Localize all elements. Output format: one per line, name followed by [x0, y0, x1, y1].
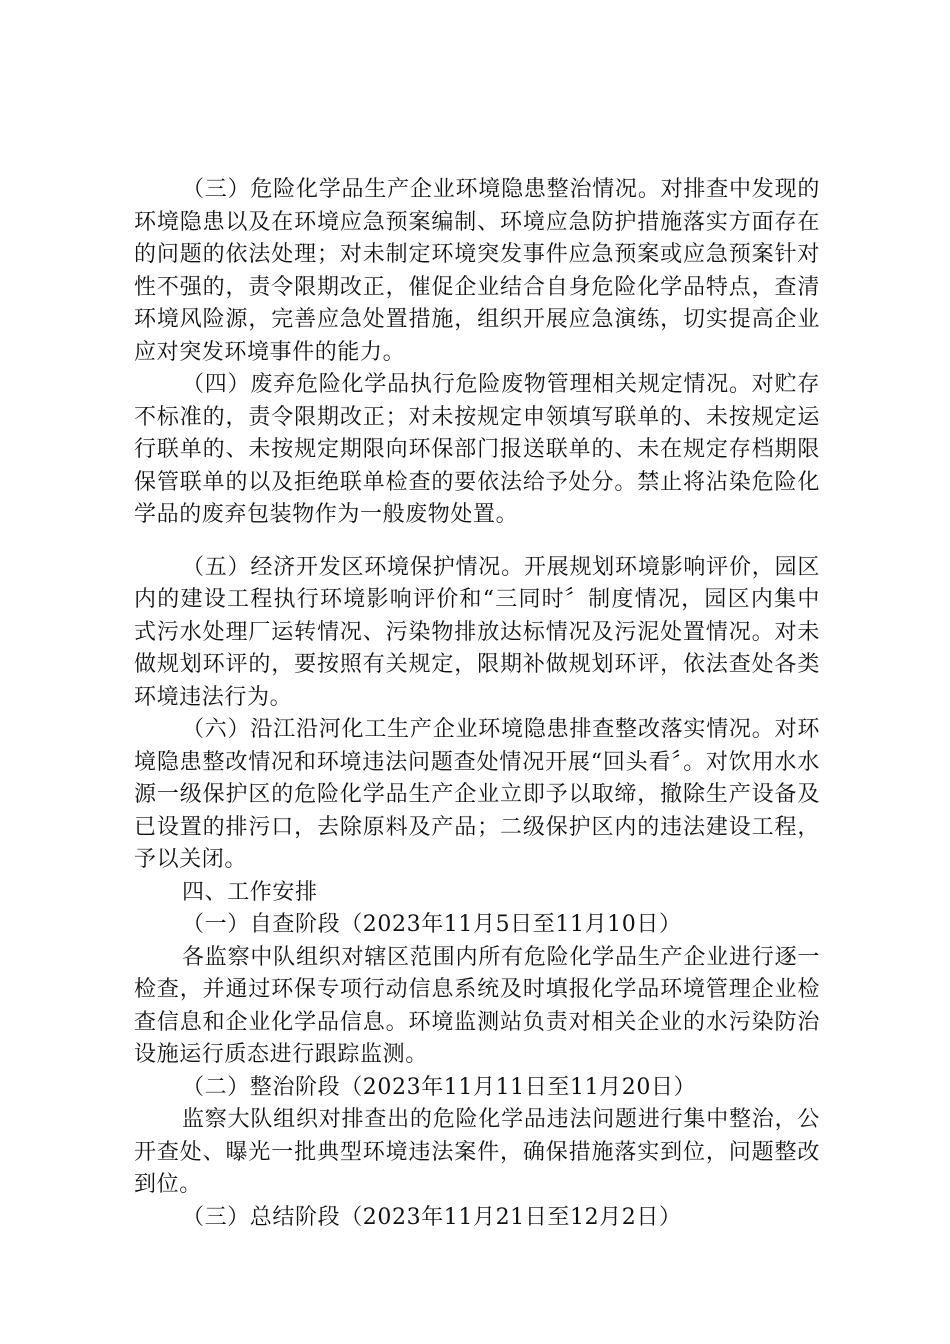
heading-summary-stage: （三）总结阶段（2023年11月21日至12月2日） [182, 1204, 682, 1230]
paragraph-section-4: （四）废弃危险化学品执行危险废物管理相关规定情况。对贮存不标准的，责令限期改正；对未按规定申领填写联单的、未按规定运行联单的、未按规定期限向环保部门报送联单的、未在规定存档期限保管联单的以及拒绝联单检查的要依法给予处分。禁止将沾染危险化学品的废弃包装物作为一般废物处置。 [134, 372, 820, 527]
paragraph-section-5: （五）经济开发区环境保护情况。开展规划环境影响评价，园区内的建设工程执行环境影响评价和“三同时〞制度情况，园区内集中式污水处理厂运转情况、污染物排放达标情况及污泥处置情况。对未做规划环评的，要按照有关规定，限期补做规划环评，依法查处各类环境违法行为。 [134, 554, 820, 710]
heading-rectification-stage: （二）整治阶段（2023年11月11日至11月20日） [182, 1074, 697, 1100]
paragraph-rectification: 监察大队组织对排查出的危险化学品违法问题进行集中整治，公开查处、曝光一批典型环境违法案件，确保措施落实到位，问题整改到位。 [134, 1107, 820, 1197]
paragraph-section-3: （三）危险化学品生产企业环境隐患整治情况。对排查中发现的环境隐患以及在环境应急预案编制、环境应急防护措施落实方面存在的问题的依法处理；对未制定环境突发事件应急预案或应急预案针对性不强的，责令限期改正，催促企业结合自身危险化学品特点，查清环境风险源，完善应急处置措施，组织开展应急演练，切实提高企业应对突发环境事件的能力。 [134, 177, 820, 365]
document-body [134, 174, 820, 1234]
heading-work-arrangement: 四、工作安排 [182, 879, 318, 905]
heading-self-check-stage: （一）自查阶段（2023年11月5日至11月10日） [182, 912, 682, 937]
paragraph-section-6: （六）沿江沿河化工生产企业环境隐患排查整改落实情况。对环境隐患整改情况和环境违法问题查处情况开展“回头看〞。对饮用水水源一级保护区的危险化学品生产企业立即予以取缔，撤除生产设备及已设置的排污口，去除原料及产品；二级保护区内的违法建设工程，予以关闭。 [134, 717, 820, 872]
paragraph-self-check: 各监察中队组织对辖区范围内所有危险化学品生产企业进行逐一检查，并通过环保专项行动信息系统及时填报化学品环境管理企业检查信息和企业化学品信息。环境监测站负责对相关企业的水污染防治设施运行质态进行跟踪监测。 [134, 944, 820, 1067]
